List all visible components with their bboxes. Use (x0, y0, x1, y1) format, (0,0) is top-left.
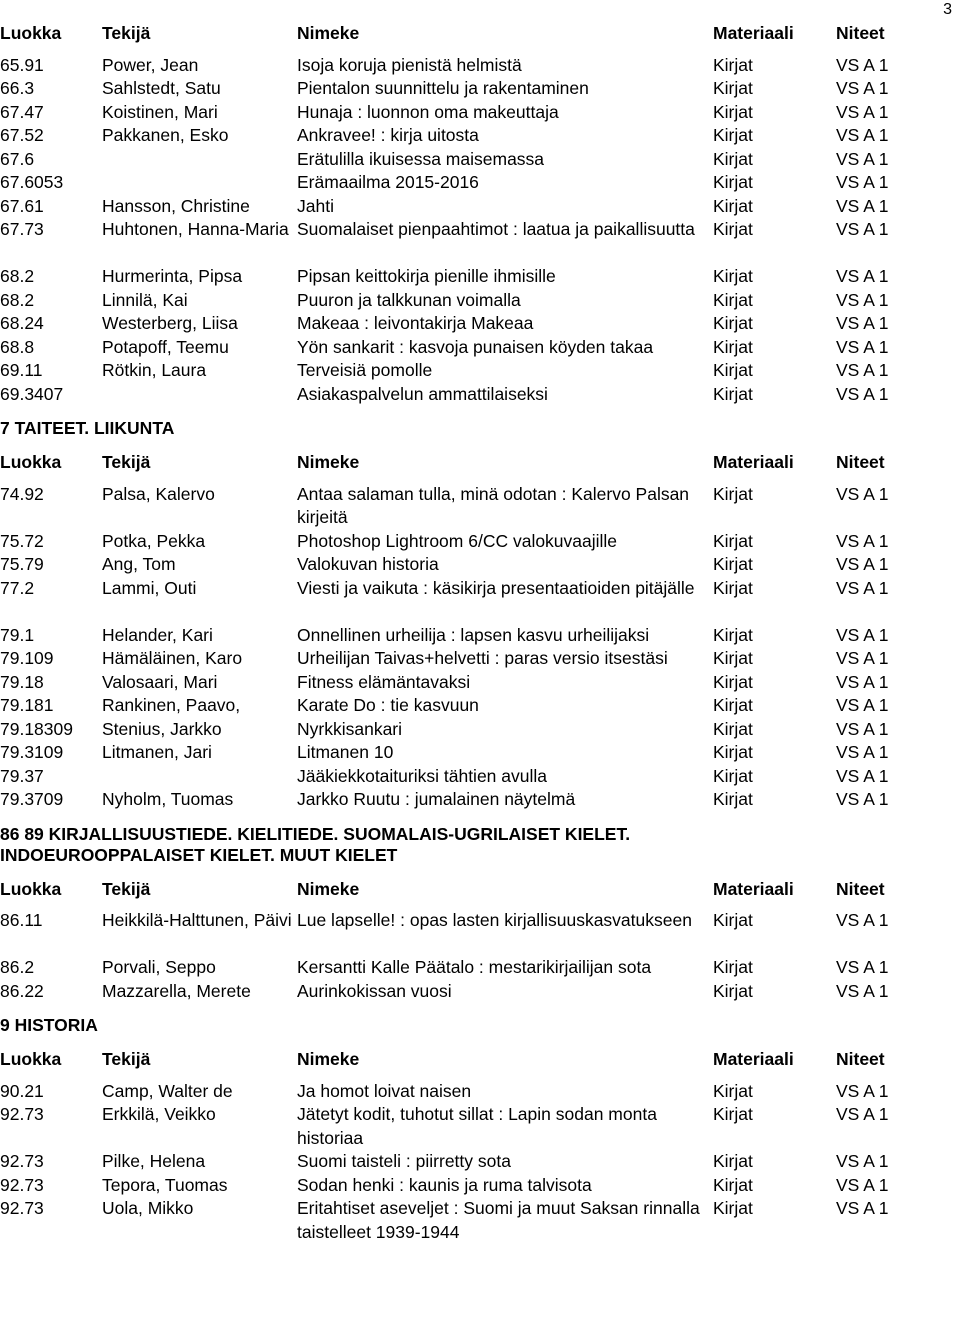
cell-niteet: VS A 1 (836, 957, 889, 977)
cell-tekija: Potapoff, Teemu (102, 336, 229, 357)
catalog-row (0, 171, 960, 195)
cell-tekija: Lammi, Outi (102, 577, 197, 598)
cell-niteet: VS A 1 (836, 336, 889, 357)
cell-materiaali: Kirjat (713, 789, 753, 809)
cell-tekija: Porvali, Seppo (102, 957, 216, 977)
cell-nimeke: Suomalaiset pienpaahtimot : laatua ja paikallisuutta (297, 219, 695, 239)
cell-nimeke: Pientalon suunnittelu ja rakentaminen (297, 78, 589, 98)
page-number: 3 (943, 1, 952, 18)
cell-luokka: 90.21 (0, 1080, 44, 1101)
cell-niteet: VS A 1 (836, 78, 889, 98)
column-header-luokka: Luokka (0, 878, 62, 899)
cell-nimeke: Erätulilla ikuisessa maisemassa (297, 148, 545, 169)
cell-tekija: Hämäläinen, Karo (102, 648, 243, 668)
cell-materiaali: Kirjat (713, 1198, 753, 1218)
cell-niteet: VS A 1 (836, 910, 889, 930)
cell-tekija: Hurmerinta, Pipsa (102, 266, 243, 286)
cell-tekija: Sahlstedt, Satu (102, 78, 221, 98)
section-spacer (0, 1003, 960, 1015)
cell-materiaali: Kirjat (713, 1151, 753, 1171)
cell-niteet: VS A 1 (836, 360, 889, 380)
catalog-row (0, 124, 960, 148)
catalog-row (0, 359, 960, 383)
cell-luokka: 79.109 (0, 648, 54, 668)
cell-nimeke: Karate Do : tie kasvuun (297, 695, 479, 715)
cell-niteet: VS A 1 (836, 54, 889, 75)
column-header-niteet: Niteet (836, 23, 885, 43)
cell-materiaali: Kirjat (713, 695, 753, 715)
catalog-row (0, 101, 960, 125)
cell-luokka: 75.79 (0, 554, 44, 574)
cell-niteet: VS A 1 (836, 266, 889, 286)
cell-materiaali: Kirjat (713, 577, 753, 598)
column-header-materiaali: Materiaali (713, 1049, 794, 1069)
cell-tekija: Erkkilä, Veikko (102, 1104, 216, 1124)
cell-nimeke: Onnellinen urheilija : lapsen kasvu urheilijaksi (297, 624, 650, 645)
column-header-row (0, 1048, 960, 1072)
cell-luokka: 79.37 (0, 765, 44, 786)
catalog-row (0, 54, 960, 78)
cell-materiaali: Kirjat (713, 624, 753, 645)
cell-nimeke: Fitness elämäntavaksi (297, 671, 471, 692)
cell-tekija: Ang, Tom (102, 554, 176, 574)
catalog-row (0, 195, 960, 219)
cell-materiaali: Kirjat (713, 1174, 753, 1195)
cell-nimeke: Lue lapselle! : opas lasten kirjallisuuskasvatukseen (297, 910, 692, 930)
cell-nimeke: Erämaailma 2015-2016 (297, 172, 479, 192)
cell-nimeke: Antaa salaman tulla, minä odotan : Kalervo Palsan kirjeitä (297, 483, 690, 527)
cell-niteet: VS A 1 (836, 383, 889, 404)
cell-nimeke: Puuron ja talkkunan voimalla (297, 289, 521, 310)
cell-materiaali: Kirjat (713, 125, 753, 145)
cell-niteet: VS A 1 (836, 648, 889, 668)
cell-materiaali: Kirjat (713, 360, 753, 380)
cell-luokka: 92.73 (0, 1104, 44, 1124)
catalog-row (0, 1197, 960, 1244)
cell-nimeke: Makeaa : leivontakirja Makeaa (297, 313, 534, 333)
catalog-row (0, 553, 960, 577)
cell-nimeke: Ja homot loivat naisen (297, 1080, 472, 1101)
cell-niteet: VS A 1 (836, 148, 889, 169)
cell-materiaali: Kirjat (713, 219, 753, 239)
column-header-materiaali: Materiaali (713, 23, 794, 43)
cell-materiaali: Kirjat (713, 910, 753, 930)
cell-luokka: 92.73 (0, 1151, 44, 1171)
catalog-row (0, 980, 960, 1004)
cell-materiaali: Kirjat (713, 289, 753, 310)
title-gap (0, 1036, 960, 1048)
cell-tekija: Uola, Mikko (102, 1198, 194, 1218)
cell-materiaali: Kirjat (713, 554, 753, 574)
catalog-row (0, 624, 960, 648)
column-header-luokka: Luokka (0, 23, 62, 43)
cell-materiaali: Kirjat (713, 742, 753, 762)
title-gap (0, 439, 960, 451)
cell-niteet: VS A 1 (836, 671, 889, 692)
catalog-row (0, 312, 960, 336)
column-header-nimeke: Nimeke (297, 878, 360, 899)
section-title: 86 89 KIRJALLISUUSTIEDE. KIELITIEDE. SUOMALAIS-UGRILAISET KIELET. INDOEUROOPPALAISET KIELET. MUUT KIELET (0, 823, 631, 865)
catalog-row (0, 1080, 960, 1104)
cell-niteet: VS A 1 (836, 195, 889, 216)
cell-nimeke: Pipsan keittokirja pienille ihmisille (297, 266, 556, 286)
cell-niteet: VS A 1 (836, 313, 889, 333)
cell-niteet: VS A 1 (836, 172, 889, 192)
cell-luokka: 67.6053 (0, 172, 64, 192)
catalog-row (0, 483, 960, 530)
column-header-row (0, 451, 960, 475)
cell-tekija: Power, Jean (102, 54, 199, 75)
cell-tekija: Rötkin, Laura (102, 360, 207, 380)
catalog-row (0, 289, 960, 313)
cell-materiaali: Kirjat (713, 336, 753, 357)
cell-luokka: 75.72 (0, 530, 44, 551)
cell-luokka: 79.1 (0, 624, 35, 645)
cell-luokka: 67.47 (0, 101, 44, 122)
catalog-row (0, 718, 960, 742)
catalog-row (0, 1174, 960, 1198)
cell-niteet: VS A 1 (836, 289, 889, 310)
column-header-materiaali: Materiaali (713, 452, 794, 472)
cell-luokka: 79.3709 (0, 789, 64, 809)
catalog-row (0, 577, 960, 624)
cell-luokka: 79.3109 (0, 742, 64, 762)
catalog-row (0, 336, 960, 360)
cell-tekija: Mazzarella, Merete (102, 980, 251, 1001)
cell-nimeke: Terveisiä pomolle (297, 360, 433, 380)
cell-tekija: Pakkanen, Esko (102, 125, 229, 145)
cell-luokka: 67.73 (0, 219, 44, 239)
column-header-row (0, 22, 960, 46)
column-header-nimeke: Nimeke (297, 452, 360, 472)
cell-niteet: VS A 1 (836, 980, 889, 1001)
title-gap (0, 866, 960, 878)
cell-tekija: Pilke, Helena (102, 1151, 206, 1171)
column-header-niteet: Niteet (836, 878, 885, 899)
cell-nimeke: Ankravee! : kirja uitosta (297, 125, 479, 145)
column-header-row (0, 878, 960, 902)
section-spacer (0, 406, 960, 418)
catalog-row (0, 956, 960, 980)
cell-luokka: 74.92 (0, 483, 44, 504)
cell-niteet: VS A 1 (836, 765, 889, 786)
cell-materiaali: Kirjat (713, 1104, 753, 1124)
cell-niteet: VS A 1 (836, 1151, 889, 1171)
cell-nimeke: Nyrkkisankari (297, 718, 403, 739)
cell-tekija: Rankinen, Paavo, (102, 695, 241, 715)
column-header-tekija: Tekijä (102, 1049, 151, 1069)
cell-materiaali: Kirjat (713, 483, 753, 504)
cell-nimeke: Hunaja : luonnon oma makeuttaja (297, 101, 559, 122)
catalog-row (0, 1103, 960, 1150)
cell-materiaali: Kirjat (713, 765, 753, 786)
cell-materiaali: Kirjat (713, 957, 753, 977)
cell-nimeke: Aurinkokissan vuosi (297, 980, 452, 1001)
cell-luokka: 86.11 (0, 910, 43, 930)
cell-nimeke: Urheilijan Taivas+helvetti : paras versio itsestäsi (297, 648, 668, 668)
cell-tekija: Koistinen, Mari (102, 101, 218, 122)
cell-luokka: 67.61 (0, 195, 44, 216)
cell-luokka: 86.2 (0, 957, 35, 977)
catalog-row (0, 265, 960, 289)
cell-nimeke: Valokuvan historia (297, 554, 439, 574)
cell-luokka: 69.11 (0, 360, 43, 380)
cell-luokka: 86.22 (0, 980, 44, 1001)
cell-nimeke: Suomi taisteli : piirretty sota (297, 1151, 511, 1171)
cell-tekija: Heikkilä-Halttunen, Päivi (102, 910, 292, 930)
cell-materiaali: Kirjat (713, 148, 753, 169)
catalog-row (0, 647, 960, 671)
cell-niteet: VS A 1 (836, 1104, 889, 1124)
column-header-tekija: Tekijä (102, 878, 151, 899)
catalog-row (0, 1150, 960, 1174)
cell-luokka: 92.73 (0, 1174, 44, 1195)
cell-tekija: Stenius, Jarkko (102, 718, 222, 739)
cell-materiaali: Kirjat (713, 383, 753, 404)
cell-luokka: 65.91 (0, 54, 44, 75)
cell-niteet: VS A 1 (836, 742, 889, 762)
catalog-row (0, 671, 960, 695)
cell-nimeke: Jätetyt kodit, tuhotut sillat : Lapin sodan monta historiaa (297, 1104, 657, 1148)
catalog-row (0, 383, 960, 407)
cell-nimeke: Kersantti Kalle Päätalo : mestarikirjailijan sota (297, 957, 652, 977)
cell-materiaali: Kirjat (713, 266, 753, 286)
cell-materiaali: Kirjat (713, 101, 753, 122)
column-header-nimeke: Nimeke (297, 23, 360, 43)
cell-luokka: 79.18 (0, 671, 44, 692)
cell-tekija: Litmanen, Jari (102, 742, 212, 762)
cell-tekija: Valosaari, Mari (102, 671, 218, 692)
cell-luokka: 92.73 (0, 1198, 44, 1218)
cell-niteet: VS A 1 (836, 530, 889, 551)
cell-tekija: Camp, Walter de (102, 1080, 233, 1101)
catalog-row (0, 148, 960, 172)
cell-nimeke: Eritahtiset aseveljet : Suomi ja muut Saksan rinnalla taistelleet 1939-1944 (297, 1198, 700, 1242)
catalog-list (0, 22, 960, 1244)
cell-materiaali: Kirjat (713, 313, 753, 333)
cell-nimeke: Jahti (297, 195, 334, 216)
cell-nimeke: Viesti ja vaikuta : käsikirja presentaatioiden pitäjälle (297, 577, 695, 598)
section-spacer (0, 812, 960, 824)
cell-luokka: 68.24 (0, 313, 44, 333)
cell-niteet: VS A 1 (836, 1080, 889, 1101)
cell-luokka: 67.6 (0, 148, 35, 169)
cell-tekija: Palsa, Kalervo (102, 483, 215, 504)
cell-tekija: Potka, Pekka (102, 530, 206, 551)
cell-niteet: VS A 1 (836, 483, 889, 504)
cell-luokka: 68.8 (0, 336, 35, 357)
cell-nimeke: Litmanen 10 (297, 742, 394, 762)
column-header-tekija: Tekijä (102, 452, 151, 472)
section-title: 9 HISTORIA (0, 1015, 98, 1035)
cell-luokka: 79.18309 (0, 718, 73, 739)
cell-niteet: VS A 1 (836, 1198, 889, 1218)
cell-nimeke: Isoja koruja pienistä helmistä (297, 54, 522, 75)
cell-niteet: VS A 1 (836, 554, 889, 574)
cell-luokka: 66.3 (0, 78, 35, 98)
cell-luokka: 77.2 (0, 577, 35, 598)
catalog-row (0, 694, 960, 718)
cell-materiaali: Kirjat (713, 648, 753, 668)
cell-materiaali: Kirjat (713, 980, 753, 1001)
cell-materiaali: Kirjat (713, 671, 753, 692)
catalog-row (0, 77, 960, 101)
column-header-luokka: Luokka (0, 1049, 62, 1069)
cell-nimeke: Yön sankarit : kasvoja punaisen köyden takaa (297, 336, 654, 357)
cell-materiaali: Kirjat (713, 718, 753, 739)
cell-luokka: 69.3407 (0, 383, 64, 404)
cell-niteet: VS A 1 (836, 101, 889, 122)
catalog-row (0, 909, 960, 956)
cell-niteet: VS A 1 (836, 1174, 889, 1195)
cell-materiaali: Kirjat (713, 54, 753, 75)
cell-niteet: VS A 1 (836, 219, 889, 239)
column-header-niteet: Niteet (836, 452, 885, 472)
cell-nimeke: Sodan henki : kaunis ja ruma talvisota (297, 1174, 592, 1195)
column-header-materiaali: Materiaali (713, 878, 794, 899)
cell-niteet: VS A 1 (836, 718, 889, 739)
cell-materiaali: Kirjat (713, 172, 753, 192)
column-header-nimeke: Nimeke (297, 1049, 360, 1069)
cell-materiaali: Kirjat (713, 1080, 753, 1101)
section-title: 7 TAITEET. LIIKUNTA (0, 418, 175, 438)
cell-tekija: Linnilä, Kai (102, 289, 188, 310)
catalog-row (0, 218, 960, 265)
catalog-row (0, 741, 960, 765)
cell-niteet: VS A 1 (836, 577, 889, 598)
cell-tekija: Helander, Kari (102, 624, 213, 645)
cell-tekija: Westerberg, Liisa (102, 313, 238, 333)
cell-niteet: VS A 1 (836, 789, 889, 809)
cell-tekija: Huhtonen, Hanna-Maria (102, 219, 289, 239)
column-header-tekija: Tekijä (102, 23, 151, 43)
catalog-row (0, 765, 960, 789)
cell-niteet: VS A 1 (836, 695, 889, 715)
cell-nimeke: Asiakaspalvelun ammattilaiseksi (297, 383, 548, 404)
catalog-row (0, 788, 960, 812)
cell-luokka: 68.2 (0, 289, 35, 310)
cell-tekija: Nyholm, Tuomas (102, 789, 234, 809)
cell-tekija: Tepora, Tuomas (102, 1174, 228, 1195)
column-header-niteet: Niteet (836, 1049, 885, 1069)
cell-luokka: 67.52 (0, 125, 44, 145)
cell-materiaali: Kirjat (713, 530, 753, 551)
cell-materiaali: Kirjat (713, 78, 753, 98)
cell-luokka: 68.2 (0, 266, 35, 286)
column-header-luokka: Luokka (0, 452, 62, 472)
cell-niteet: VS A 1 (836, 624, 889, 645)
cell-luokka: 79.181 (0, 695, 54, 715)
cell-nimeke: Jarkko Ruutu : jumalainen näytelmä (297, 789, 576, 809)
cell-nimeke: Photoshop Lightroom 6/CC valokuvaajille (297, 530, 618, 551)
cell-tekija: Hansson, Christine (102, 195, 250, 216)
cell-niteet: VS A 1 (836, 125, 889, 145)
catalog-row (0, 530, 960, 554)
cell-nimeke: Jääkiekkotaituriksi tähtien avulla (297, 765, 547, 786)
cell-materiaali: Kirjat (713, 195, 753, 216)
